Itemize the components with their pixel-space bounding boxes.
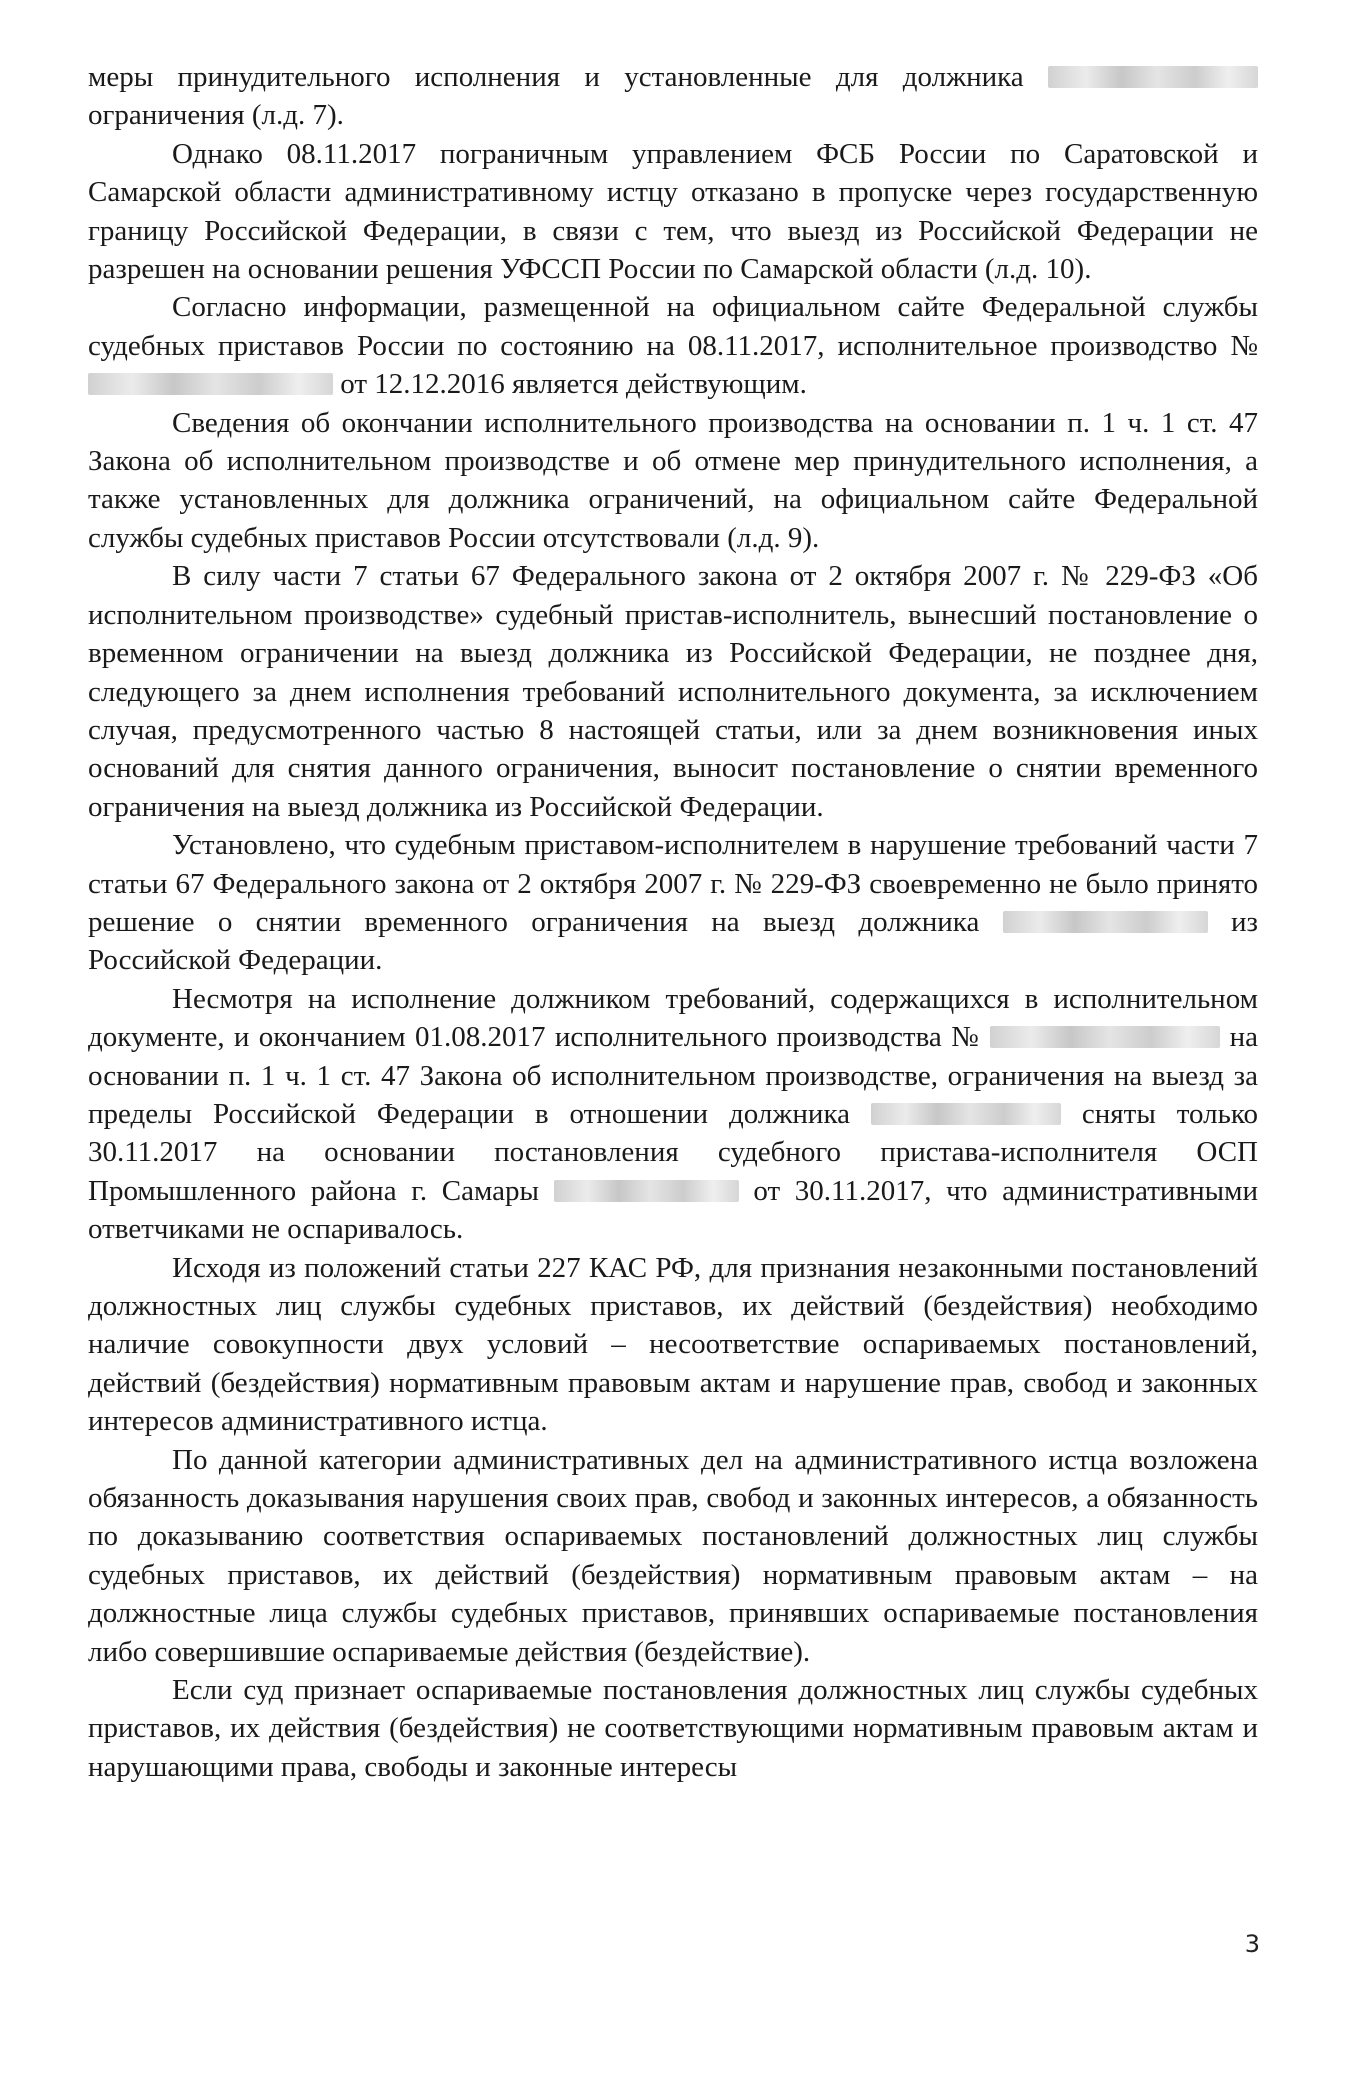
text-run: Сведения об окончании исполнительного производства на основании п. 1 ч. 1 ст. 47 Закона об исполнительном производстве и об отмене мер принудительного исполнения, а также установленных для должника ограничений, на официальном сайте Федеральной службы судебных приставов России отсутствовали (л.д. 9). [88,406,1258,554]
text-run: Согласно информации, размещенной на официальном сайте Федеральной службы судебных приставов России по состоянию на 08.11.2017, исполнительное производство № [88,291,1258,362]
text-run: Установлено, что судебным приставом-исполнителем в нарушение требований части 7 статьи 67 Федерального закона от 2 октября 2007 г. № 229-ФЗ своевременно не было принято решение о снятии временного ограничения на выезд должника [88,829,1258,938]
paragraph [88,135,1258,289]
redacted-name [871,1103,1061,1125]
paragraph-continuation [88,58,1258,135]
text-run: Исходя из положений статьи 227 КАС РФ, для признания незаконными постановлений должностных лиц службы судебных приставов, их действий (бездействия) необходимо наличие совокупности двух условий – несоответствие оспариваемых постановлений, действий (бездействия) нормативным правовым актам и нарушение прав, свобод и законных интересов административного истца. [88,1251,1258,1438]
paragraph [88,404,1258,558]
body-text [88,58,1258,1786]
paragraph [88,1671,1258,1786]
text-run: Несмотря на исполнение должником требований, содержащихся в исполнительном документе, и окончанием 01.08.2017 исполнительного производства № [88,982,1258,1054]
redacted-name [1048,66,1258,88]
text-run: из Российской Федерации. [88,905,1258,977]
text-run: По данной категории административных дел на административного истца возложена обязанность доказывания нарушения своих прав, свобод и законных интересов, а обязанность по доказыванию соответствия оспариваемых постановлений должностных лиц службы судебных приставов, их действий (бездействия) нормативным правовым актам – на должностные лица службы судебных приставов, принявших оспариваемые постановления либо совершившие оспариваемые действия (бездействие). [88,1443,1258,1668]
text-run: Если суд признает оспариваемые постановления должностных лиц службы судебных приставов, их действия (бездействия) не соответствующими нормативным правовым актам и нарушающими права, свободы и законные интересы [88,1674,1258,1783]
redacted-case-number [990,1026,1220,1048]
text-run: от 30.11.2017, что административными ответчиками не оспаривалось. [88,1174,1258,1246]
text-run: ограничения (л.д. 7). [88,99,344,132]
paragraph [88,1249,1258,1441]
text-run: Однако 08.11.2017 пограничным управлением ФСБ России по Саратовской и Самарской области административному истцу отказано в пропуске через государственную границу Российской Федерации, в связи с тем, что выезд из Российской Федерации не разрешен на основании решения УФССП России по Самарской области (л.д. 10). [88,137,1258,286]
text-run: меры принудительного исполнения и установленные для должника [88,61,1048,93]
redacted-name [1003,911,1208,933]
paragraph [88,557,1258,826]
page-number: 3 [1244,1930,1260,1958]
text-run: сняты только 30.11.2017 на основании постановления судебного пристава-исполнителя ОСП Промышленного района г. Самары [88,1097,1258,1207]
redacted-name [554,1180,739,1202]
text-run: В силу части 7 статьи 67 Федерального закона от 2 октября 2007 г. № 229-ФЗ «Об исполнительном производстве» судебный пристав-исполнитель, вынесший постановление о временном ограничении на выезд должника из Российской Федерации, не позднее дня, следующего за днем исполнения требований исполнительного документа, за исключением случая, предусмотренного частью 8 настоящей статьи, или за днем возникновения иных оснований для снятия данного ограничения, выносит постановление о снятии временного ограничения на выезд должника из Российской Федерации. [88,560,1258,823]
redacted-case-number [88,373,333,395]
paragraph [88,1441,1258,1671]
paragraph [88,288,1258,403]
paragraph [88,826,1258,980]
text-run: от 12.12.2016 является действующим. [333,368,807,401]
text-run: на основании п. 1 ч. 1 ст. 47 Закона об исполнительном производстве, ограничения на выезд за пределы Российской Федерации в отношении должника [88,1021,1258,1130]
paragraph [88,980,1258,1249]
